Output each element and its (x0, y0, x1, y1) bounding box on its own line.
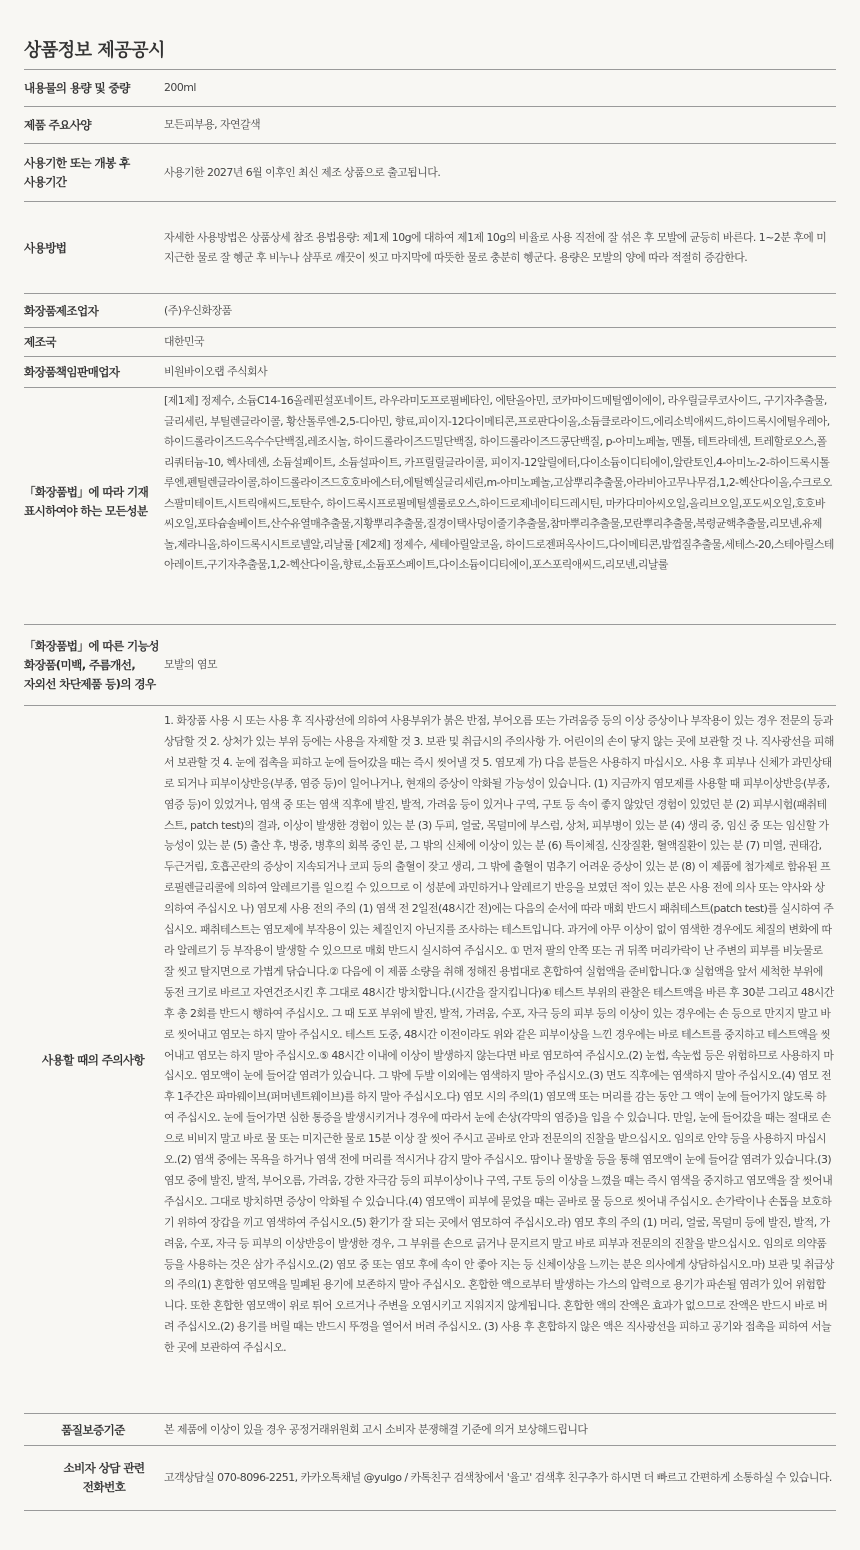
row-label: 화장품책임판매업자 (24, 365, 120, 379)
row-value: 사용기한 2027년 6월 이후인 최신 제조 상품으로 출고됩니다. (164, 165, 441, 179)
row-label: 내용물의 용량 및 중량 (24, 81, 130, 95)
row-label: 사용할 때의 주의사항 (41, 1052, 145, 1067)
info-row-volume (24, 69, 836, 107)
row-value: 모발의 염모 (164, 658, 218, 672)
row-value: 고객상담실 070-8096-2251, 카카오톡채널 @yulgo / 카톡친구 검색창에서 '율고' 검색후 친구추가 하시면 더 빠르고 간편하게 소통하실 수 있습니다. (164, 1470, 832, 1484)
row-label: 제품 주요사양 (24, 118, 92, 132)
row-value: 자세한 사용방법은 상품상세 참조 용법용량: 제1제 10g에 대하여 제1제 10g의 비율로 사용 직전에 잘 섞은 후 모발에 균등히 바른다. 1~2분 후에 미지근한 물로 잘 헹군 후 비누나 샴푸로 깨끗이 씻고 마지막에 따뜻한 물로 충분히 헹군다. 용량은 모발의 양에 따라 적절히 증감한다. (164, 230, 827, 264)
info-row-distributor (24, 356, 836, 388)
row-value: 모든피부용, 자연갈색 (164, 118, 261, 132)
row-value: 200ml (164, 81, 196, 95)
page-title: 상품정보 제공공시 (24, 40, 165, 61)
info-row-expiry (24, 143, 836, 202)
info-row-manufacturer (24, 293, 836, 328)
info-row-functional (24, 624, 836, 706)
row-label: 사용방법 (24, 240, 67, 255)
info-row-ingredients (24, 387, 836, 615)
info-row-spec (24, 106, 836, 144)
row-label: 사용기한 또는 개봉 후 사용기간 (24, 156, 130, 189)
row-label: 소비자 상담 관련 전화번호 (63, 1461, 145, 1494)
row-value: 대한민국 (164, 335, 205, 349)
row-label: 품질보증기준 (61, 1422, 125, 1437)
row-value: (주)우신화장품 (164, 303, 232, 317)
row-label: 「화장품법」에 따라 기재 표시하여야 하는 모든성분 (24, 484, 149, 518)
row-label: 「화장품법」에 따른 기능성 화장품(미백, 주름개선, 자외선 차단제품 등)의 경우 (24, 639, 159, 691)
row-label: 화장품제조업자 (24, 303, 99, 318)
row-value: 1. 화장품 사용 시 또는 사용 후 직사광선에 의하여 사용부위가 붉은 반점, 부어오름 또는 가려움증 등의 이상 증상이나 부작용이 있는 경우 전문의 등과 상담할 것 2. 상처가 있는 부위 등에는 사용을 자제할 것 3. 보관 및 취급시의 주의사항 가. 어린이의 손이 닿지 않는 곳에 보관할 것 나. 직사광선을 피해서 보관할 것 4. 눈에 접촉을 피하고 눈에 들어갔을 때는 즉시 씻어낼 것 5. 염모제 가) 다음 분들은 사용하지 마십시오. 사용 후 피부나 신체가 과민상태로 되거나 피부이상반응(부종, 염증 등)이 일어나거나, 현재의 증상이 악화될 가능성이 있습니다. (1) 지금까지 염모제를 사용할 때 피부이상반응(부종, 염증 등)이 있었거나, 염색 중 또는 염색 직후에 발진, 발적, 가려움 등이 있거나 구역, 구토 등 속이 좋지 않았던 경험이 있었던 분 (2) 피부시험(패취테스트, patch test)의 결과, 이상이 발생한 경험이 있는 분 (3) 두피, 얼굴, 목덜미에 부스럼, 상처, 피부병이 있는 분 (4) 생리 중, 임신 중 또는 임신할 가능성이 있는 분 (5) 출산 후, 병중, 병후의 회복 중인 분, 그 밖의 신체에 이상이 있는 분 (6) 특이체질, 신장질환, 혈액질환이 있는 분 (7) 미열, 권태감, 두근거림, 호흡곤란의 증상이 지속되거나 코피 등의 출혈이 잦고 생리, 그 밖에 출혈이 멈추기 어려운 증상이 있는 분 (8) 이 제품에 첨가제로 함유된 프로필렌글리콜에 의하여 알레르기를 일으킬 수 있으므로 이 성분에 과민하거나 알레르기 반응을 보였던 적이 있는 분은 사용 전에 의사 또는 약사와 상의하여 주십시오 나) 염모제 사용 전의 주의 (1) 염색 전 2일전(48시간 전)에는 다음의 순서에 따라 매회 반드시 패취테스트(patch test)를 실시하여 주십시오. 패취테스트는 염모제에 부작용이 있는 체질인지 아닌지를 조사하는 테스트입니다. 과거에 아무 이상이 없이 염색한 경우에도 체질의 변화에 따라 알레르기 등 부작용이 발생할 수 있으므로 매회 반드시 실시하여 주십시오. ① 먼저 팔의 안쪽 또는 귀 뒤쪽 머리카락이 난 주변의 피부를 비눗물로 잘 씻고 탈지면으로 가볍게 닦습니다.② 다음에 이 제품 소량을 취해 정해진 용법대로 혼합하여 실험액을 준비합니다.③ 실험액을 앞서 세척한 부위에 동전 크기로 바르고 자연건조시킨 후 그대로 48시간 방치합니다.(시간을 잘지킵니다)④ 테스트 부위의 관찰은 테스트액을 바른 후 30분 그리고 48시간 후 총 2회를 반드시 행하여 주십시오. 그 때 도포 부위에 발진, 발적, 가려움, 수포, 자극 등의 피부 등의 이상이 있는 경우에는 손 등으로 만지지 말고 바로 씻어내고 염모는 하지 말아 주십시오. 테스트 도중, 48시간 이전이라도 위와 같은 피부이상을 느낀 경우에는 바로 테스트를 중지하고 테스트액을 씻어내고 염모는 하지 말아 주십시오.⑤ 48시간 이내에 이상이 발생하지 않는다면 바로 염모하여 주십시오.(2) 눈썹, 속눈썹 등은 위험하므로 사용하지 마십시오. 염모액이 눈에 들어갈 염려가 있습니다. 그 밖에 두발 이외에는 염색하지 말아 주십시오.(3) 면도 직후에는 염색하지 말아 주십시오.(4) 염모 전후 1주간은 파마웨이브(퍼머넨트웨이브)를 하지 말아 주십시오.다) 염모 시의 주의(1) 염모액 또는 머리를 감는 동안 그 액이 눈에 들어가지 않도록 하여 주십시오. 눈에 들어가면 심한 통증을 발생시키거나 경우에 따라서 눈에 손상(각막의 염증)을 입을 수 있습니다. 만일, 눈에 들어갔을 때는 절대로 손으로 비비지 말고 바로 물 또는 미지근한 물로 15분 이상 잘 씻어 주시고 곧바로 안과 전문의의 진찰을 받으십시오. 임의로 안약 등을 사용하지 마십시오.(2) 염색 중에는 목욕을 하거나 염색 전에 머리를 적시거나 감지 말아 주십시오. 땀이나 물방울 등을 통해 염모액이 눈에 들어갈 염려가 있습니다.(3) 염모 중에 발진, 발적, 부어오름, 가려움, 강한 자극감 등의 피부이상이나 구역, 구토 등의 이상을 느꼈을 때는 즉시 염색을 중지하고 염모액을 잘 씻어내 주십시오. 그대로 방치하면 증상이 악화될 수 있습니다.(4) 염모액이 피부에 묻었을 때는 곧바로 물 등으로 씻어내 주십시오. 손가락이나 손톱을 보호하기 위하여 장갑을 끼고 염색하여 주십시오.(5) 환기가 잘 되는 곳에서 염모하여 주십시오.라) 염모 후의 주의 (1) 머리, 얼굴, 목덜미 등에 발진, 발적, 가려움, 수포, 자극 등 피부의 이상반응이 발생한 경우, 그 부위를 손으로 긁거나 문지르지 말고 바로 피부과 전문의의 진찰을 받으십시오. 임의로 의약품 등을 사용하는 것은 삼가 주십시오.(2) 염모 중 또는 염모 후에 속이 안 좋아 지는 등 신체이상을 느끼는 분은 의사에게 상담하십시오.마) 보관 및 취급상의 주의(1) 혼합한 염모액을 밀폐된 용기에 보존하지 말아 주십시오. 혼합한 액으로부터 발생하는 가스의 압력으로 용기가 파손될 염려가 있어 위험합니다. 또한 혼합한 염모액이 위로 튀어 오르거나 주변을 오염시키고 지워지지 않게됩니다. 혼합한 액의 잔액은 효과가 없으므로 잔액은 반드시 바로 버려 주십시오.(2) 용기를 버릴 때는 반드시 뚜껑을 열어서 버려 주십시오. (3) 사용 후 혼합하지 않은 액은 직사광선을 피하고 공기와 접촉을 피하여 서늘한 곳에 보관하여 주십시오. (164, 714, 834, 1355)
info-row-contact (24, 1445, 836, 1511)
info-row-country (24, 327, 836, 357)
info-row-usage (24, 201, 836, 294)
info-row-precautions (24, 705, 836, 1414)
row-value: [제1제] 정제수, 소듐C14-16올레핀설포네이트, 라우라미도프로필베타인, 에탄올아민, 코카마이드메틸엠이에이, 라우릴글루코사이드, 구기자추출물, 글리세린, 부틸렌글라이콜, 황산톨루엔-2,5-디아민, 향료,피이지-12다이메티콘,프로판다이올,소듐클로라이드,에리소빅애씨드,하이드록시에틸우레아,하이드롤라이즈드옥수수단백질,레조시놀, 하이드롤라이즈드밀단백질, 하이드롤라이즈드콩단백질, p-아미노페놀, 멘톨, 테트라데센, 트레할로오스,폴리쿼터늄-10, 헥사데센, 소듐설페이트, 소듐설파이트, 카프릴릴글라이콜, 피이지-12알릴에터,다이소듐이디티에이,알란토인,4-아미노-2-하이드록시톨루엔,펜틸렌글라이콜,하이드롤라이즈드호호바에스터,에틸헥실글리세린,m-아미노페놀,고삼뿌리추출물,아라비아고무나무검,1,2-헥산다이올,수크로오스팔미테이트,시트릭애씨드,토탄수, 하이드록시프로필메틸셀룰로오스,하이드로제네이티드레시틴, 마카다미아씨오일,올리브오일,포도씨오일,호호바씨오일,포타슘솔베이트,산수유열매추출물,지황뿌리추출물,질경이택사덩이줄기추출물,참마뿌리추출물,모란뿌리추출물,복령균핵추출물,리모넨,유제놀,제라니올,하이드록시시트로넬알,리날룰 [제2제] 정제수, 세테아릴알코올, 하이드로젠퍼옥사이드,다이메티콘,밤껍질추출물,세테스-20,스테아릴스테아레이트,구기자추출물,1,2-헥산다이올,향료,소듐포스페이트,다이소듐이디티에이,포스포릭애씨드,리모넨,리날룰 (164, 394, 834, 571)
row-value: 본 제품에 이상이 있을 경우 공정거래위원회 고시 소비자 분쟁해결 기준에 의거 보상해드립니다 (164, 1422, 588, 1436)
row-value: 비원바이오랩 주식회사 (164, 365, 268, 379)
row-label: 제조국 (24, 335, 56, 349)
info-row-warranty (24, 1413, 836, 1446)
